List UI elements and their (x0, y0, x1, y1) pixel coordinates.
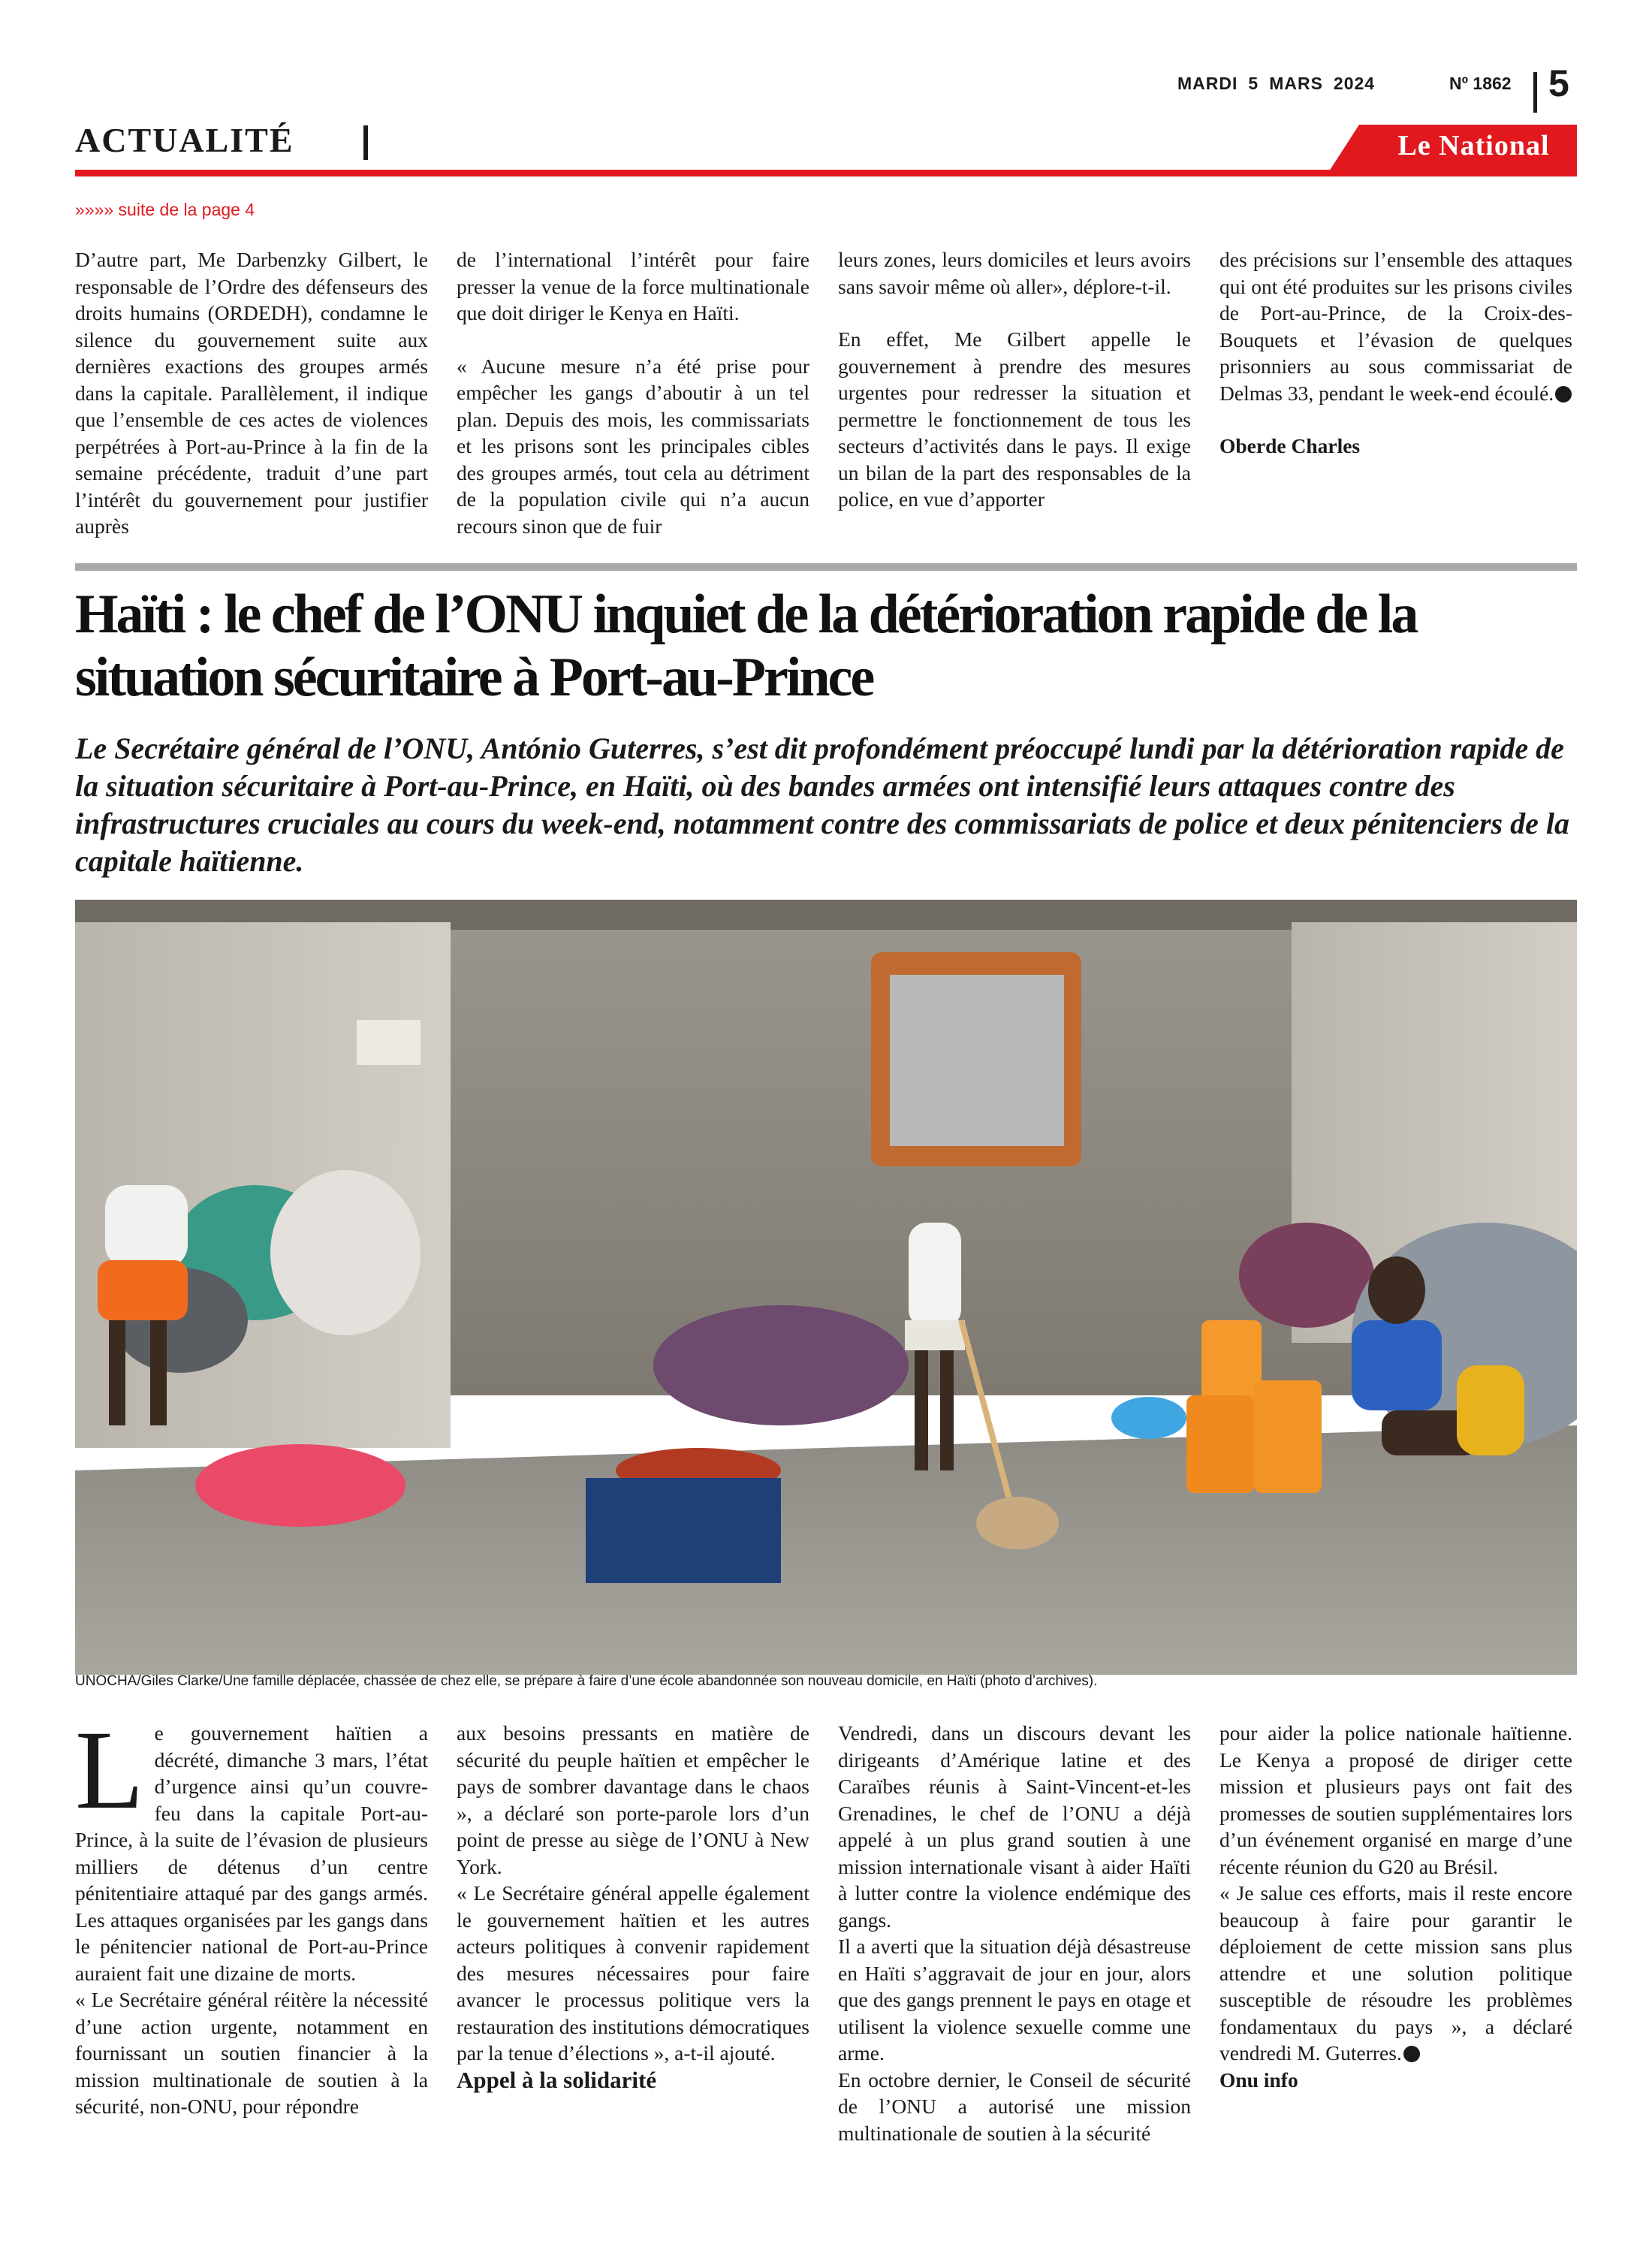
top-article-column-1 (75, 246, 428, 540)
paragraph: « Le Secrétaire général réitère la nécessité d’une action urgente, notamment en fournissant un soutien financier à la mission multinationale de soutien à la sécurité, non-ONU, pour répondre (75, 1988, 428, 2118)
newspaper-name: Le National (1397, 130, 1550, 161)
top-article-column-4 (1219, 246, 1572, 460)
main-article-column-3 (838, 1720, 1191, 2146)
article-author: Onu info (1219, 2068, 1298, 2092)
headline: Haïti : le chef de l’ONU inquiet de la détérioration rapide de la situation sécuritaire à Port-au-Prince (75, 584, 1417, 708)
end-of-article-icon (1555, 386, 1572, 403)
main-article-column-1 (75, 1708, 428, 2120)
continued-from-link[interactable]: »»»» suite de la page 4 (75, 200, 255, 219)
issue-number: Nº 1862 (1449, 74, 1512, 93)
paragraph: aux besoins pressants en matière de sécurité du peuple haïtien et empêcher le pays de sombrer davantage dans le chaos », a déclaré son porte-parole lors d’un point de presse au siège de l’ONU à New York. (457, 1721, 809, 1878)
paragraph-text: e gouvernement haïtien a décrété, dimanche 3 mars, l’état d’urgence ainsi qu’un couvre-feu dans la capitale Port-au-Prince, à la suite de l’évasion de plusieurs milliers de détenus d’un centre pénitentiaire attaqué par des gangs armés. Les attaques organisées par les gangs dans le pénitencier national de Port-au-Prince auraient fait une dizaine de morts. (75, 1721, 428, 1985)
page-number-divider (1533, 72, 1537, 113)
drop-cap: L (75, 1708, 144, 1832)
photo-caption: UNOCHA/Giles Clarke/Une famille déplacée, chassée de chez elle, se prépare à faire d’une école abandonnée son nouveau domicile, en Haïti (photo d’archives). (75, 1673, 1098, 1689)
top-article-column-3 (838, 246, 1191, 513)
section-title: ACTUALITÉ (75, 121, 294, 159)
paragraph (75, 1708, 428, 1986)
article-author: Oberde Charles (1219, 434, 1361, 457)
paragraph (1219, 1880, 1572, 2067)
issue-date (1177, 74, 1385, 94)
paragraph (1219, 246, 1572, 406)
paragraph: En octobre dernier, le Conseil de sécurité de l’ONU a autorisé une mission multinationale de soutien à la sécurité (838, 2068, 1191, 2145)
subheading: Appel à la solidarité (457, 2066, 657, 2093)
top-article-column-2 (457, 246, 809, 539)
paragraph-text: « Je salue ces efforts, mais il reste encore beaucoup à faire pour garantir le déploiement de cette mission sans plus attendre et une solution politique susceptible de résoudre les problèmes fondamentaux du pays », a déclaré vendredi M. Guterres. (1219, 1881, 1572, 2064)
article-photo (75, 900, 1577, 1675)
paragraph: « Le Secrétaire général appelle également le gouvernement haïtien et les autres acteurs politiques à convenir rapidement des mesures nécessaires pour faire avancer le processus politique vers la restauration des institutions démocratiques par la tenue d’élections », a-t-il ajouté. (457, 1881, 809, 2064)
page-number: 5 (1548, 62, 1569, 104)
paragraph: leurs zones, leurs domiciles et leurs avoirs sans savoir même où aller», déplore-t-il. (838, 248, 1191, 298)
paragraph: pour aider la police nationale haïtienne. Le Kenya a proposé de diriger cette mission et plusieurs pays ont fait des promesses de soutien supplémentaires lors d’un événement organisé en marge d’une récente réunion du G20 au Brésil. (1219, 1721, 1572, 1878)
end-of-article-icon (1403, 2046, 1420, 2062)
date-year: 2024 (1333, 74, 1376, 93)
paragraph: « Aucune mesure n’a été prise pour empêcher les gangs d’aboutir à un tel plan. Depuis des mois, les commissariats et les prisons sont les principales cibles des groupes armés, tout cela au détriment de la population civile qui n’a aucun recours sinon que de fuir (457, 354, 809, 538)
date-month: MARS (1269, 74, 1323, 93)
paragraph: D’autre part, Me Darbenzky Gilbert, le responsable de l’Ordre des défenseurs des droits humains (ORDEDH), condamne le silence du gouvernement suite aux dernières exactions des groupes armés dans la capitale. Parallèlement, il indique que l’ensemble de ces actes de violences perpétrées à Port-au-Prince à la fin de la semaine précédente, traduit d’une part l’intérêt du gouvernement pour justifier auprès (75, 248, 428, 538)
paragraph: Vendredi, dans un discours devant les dirigeants d’Amérique latine et des Caraïbes réunis à Saint-Vincent-et-les Grenadines, le chef de l’ONU a déjà appelé à un plus grand soutien à une mission internationale visant à aider Haïti à lutter contre la violence endémique des gangs. (838, 1721, 1191, 1932)
article-lead: Le Secrétaire général de l’ONU, António Guterres, s’est dit profondément préoccupé lundi par la détérioration rapide de la situation sécuritaire à Port-au-Prince, en Haïti, où des bandes armées ont intensifié leurs attaques contre des infrastructures cruciales au cours du week-end, notamment contre des commissariats de police et deux pénitenciers de la capitale haïtienne. (75, 731, 1569, 878)
paragraph-text: des précisions sur l’ensemble des attaques qui ont été produites sur les prisons civiles de Port-au-Prince, de la Croix-des-Bouquets et l’évasion de quelques prisonniers au sous commissariat de Delmas 33, pendant le week-end écoulé. (1219, 248, 1572, 405)
main-article-column-2 (457, 1720, 809, 2093)
paragraph: Il a averti que la situation déjà désastreuse en Haïti s’aggravait de jour en jour, alors que des gangs prennent le pays en otage et utilisent la violence sexuelle comme une arme. (838, 1935, 1191, 2064)
date-day: 5 (1248, 74, 1259, 93)
header-rule (75, 170, 1577, 176)
photo-illustration (75, 900, 1577, 1675)
date-weekday: MARDI (1177, 74, 1238, 93)
section-divider (363, 125, 368, 160)
article-divider (75, 563, 1577, 571)
paragraph: En effet, Me Gilbert appelle le gouvernement à prendre des mesures urgentes pour redresser la situation et permettre le fonctionnement de tous les secteurs d’activités dans le pays. Il exige un bilan de la part des responsables de la police, en vue d’apporter (838, 327, 1191, 511)
paragraph: de l’international l’intérêt pour faire presser la venue de la force multinationale que doit diriger le Kenya en Haïti. (457, 248, 809, 324)
main-article-column-4 (1219, 1720, 1572, 2093)
